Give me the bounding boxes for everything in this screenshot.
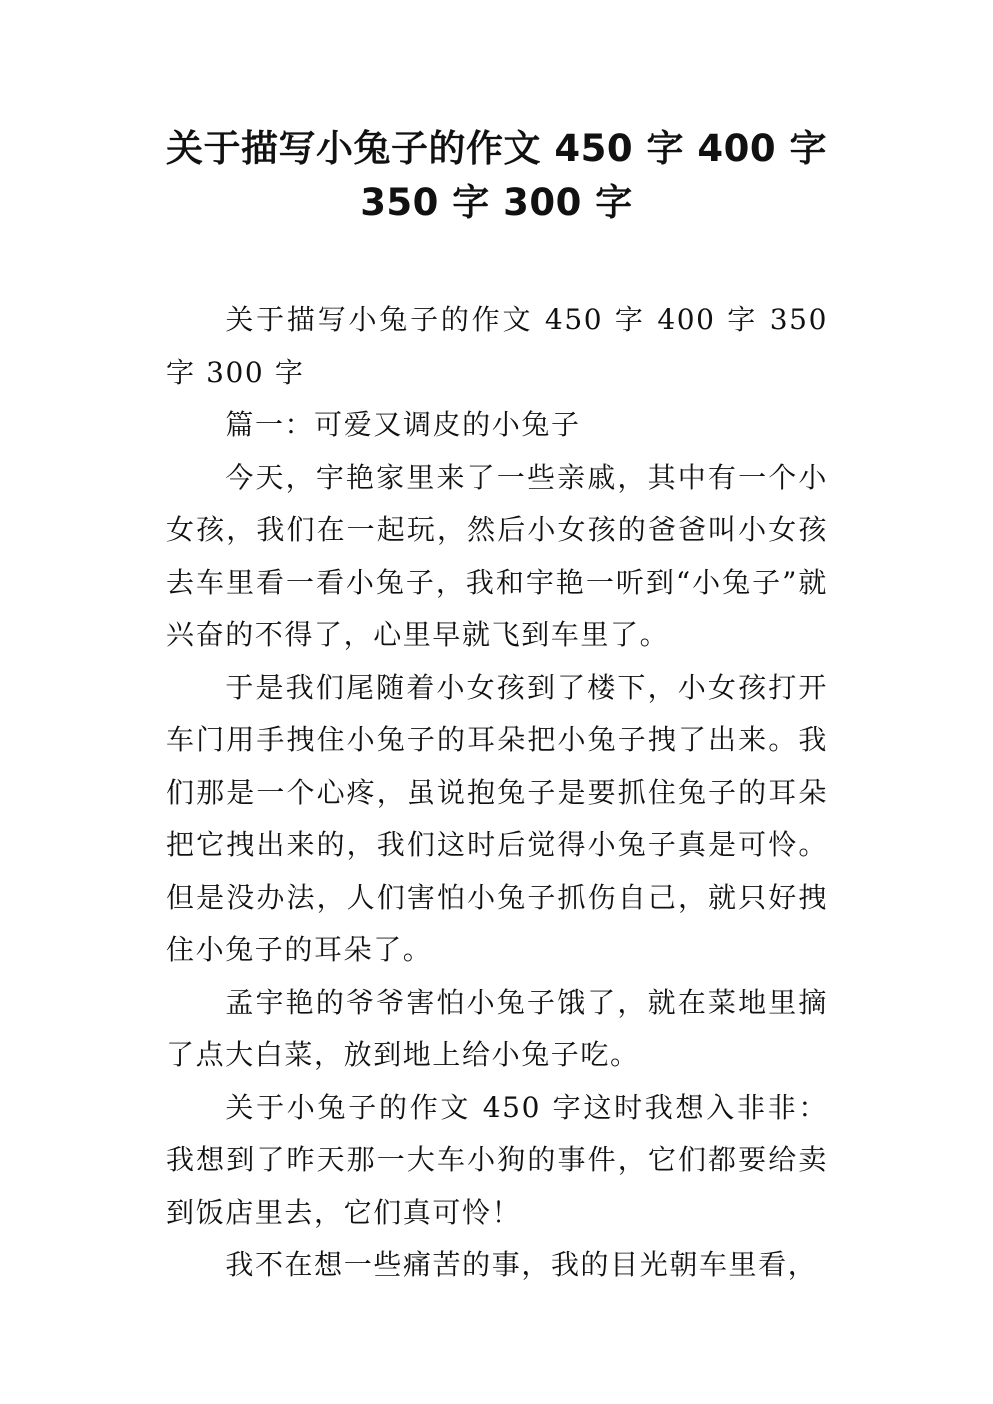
paragraph-section-title: 篇一：可爱又调皮的小兔子 (225, 408, 581, 441)
paragraph: 今天，宇艳家里来了一些亲戚，其中有一个小女孩，我们在一起玩，然后小女孩的爸爸叫小女孩去车里看一看小兔子，我和宇艳一听到“小兔子”就兴奋的不得了，心里早就飞到车里了。 (166, 460, 828, 651)
document-title (120, 122, 873, 230)
document-body (166, 294, 828, 1292)
paragraph-heading: 关于描写小兔子的作文 450 字 400 字 350 字 300 字 (166, 303, 828, 389)
title-line-2: 350 字 300 字 (360, 181, 633, 224)
paragraph: 孟宇艳的爷爷害怕小兔子饿了，就在菜地里摘了点大白菜，放到地上给小兔子吃。 (166, 985, 828, 1071)
paragraph: 关于小兔子的作文 450 字这时我想入非非：我想到了昨天那一大车小狗的事件，它们都要给卖到饭店里去，它们真可怜！ (166, 1090, 828, 1229)
paragraph: 于是我们尾随着小女孩到了楼下，小女孩打开车门用手拽住小兔子的耳朵把小兔子拽了出来。我们那是一个心疼，虽说抱兔子是要抓住兔子的耳朵把它拽出来的，我们这时后觉得小兔子真是可怜。但是没办法，人们害怕小兔子抓伤自己，就只好拽住小兔子的耳朵了。 (166, 670, 828, 966)
title-line-1: 关于描写小兔子的作文 450 字 400 字 (166, 127, 827, 170)
paragraph: 我不在想一些痛苦的事，我的目光朝车里看， (225, 1248, 818, 1281)
